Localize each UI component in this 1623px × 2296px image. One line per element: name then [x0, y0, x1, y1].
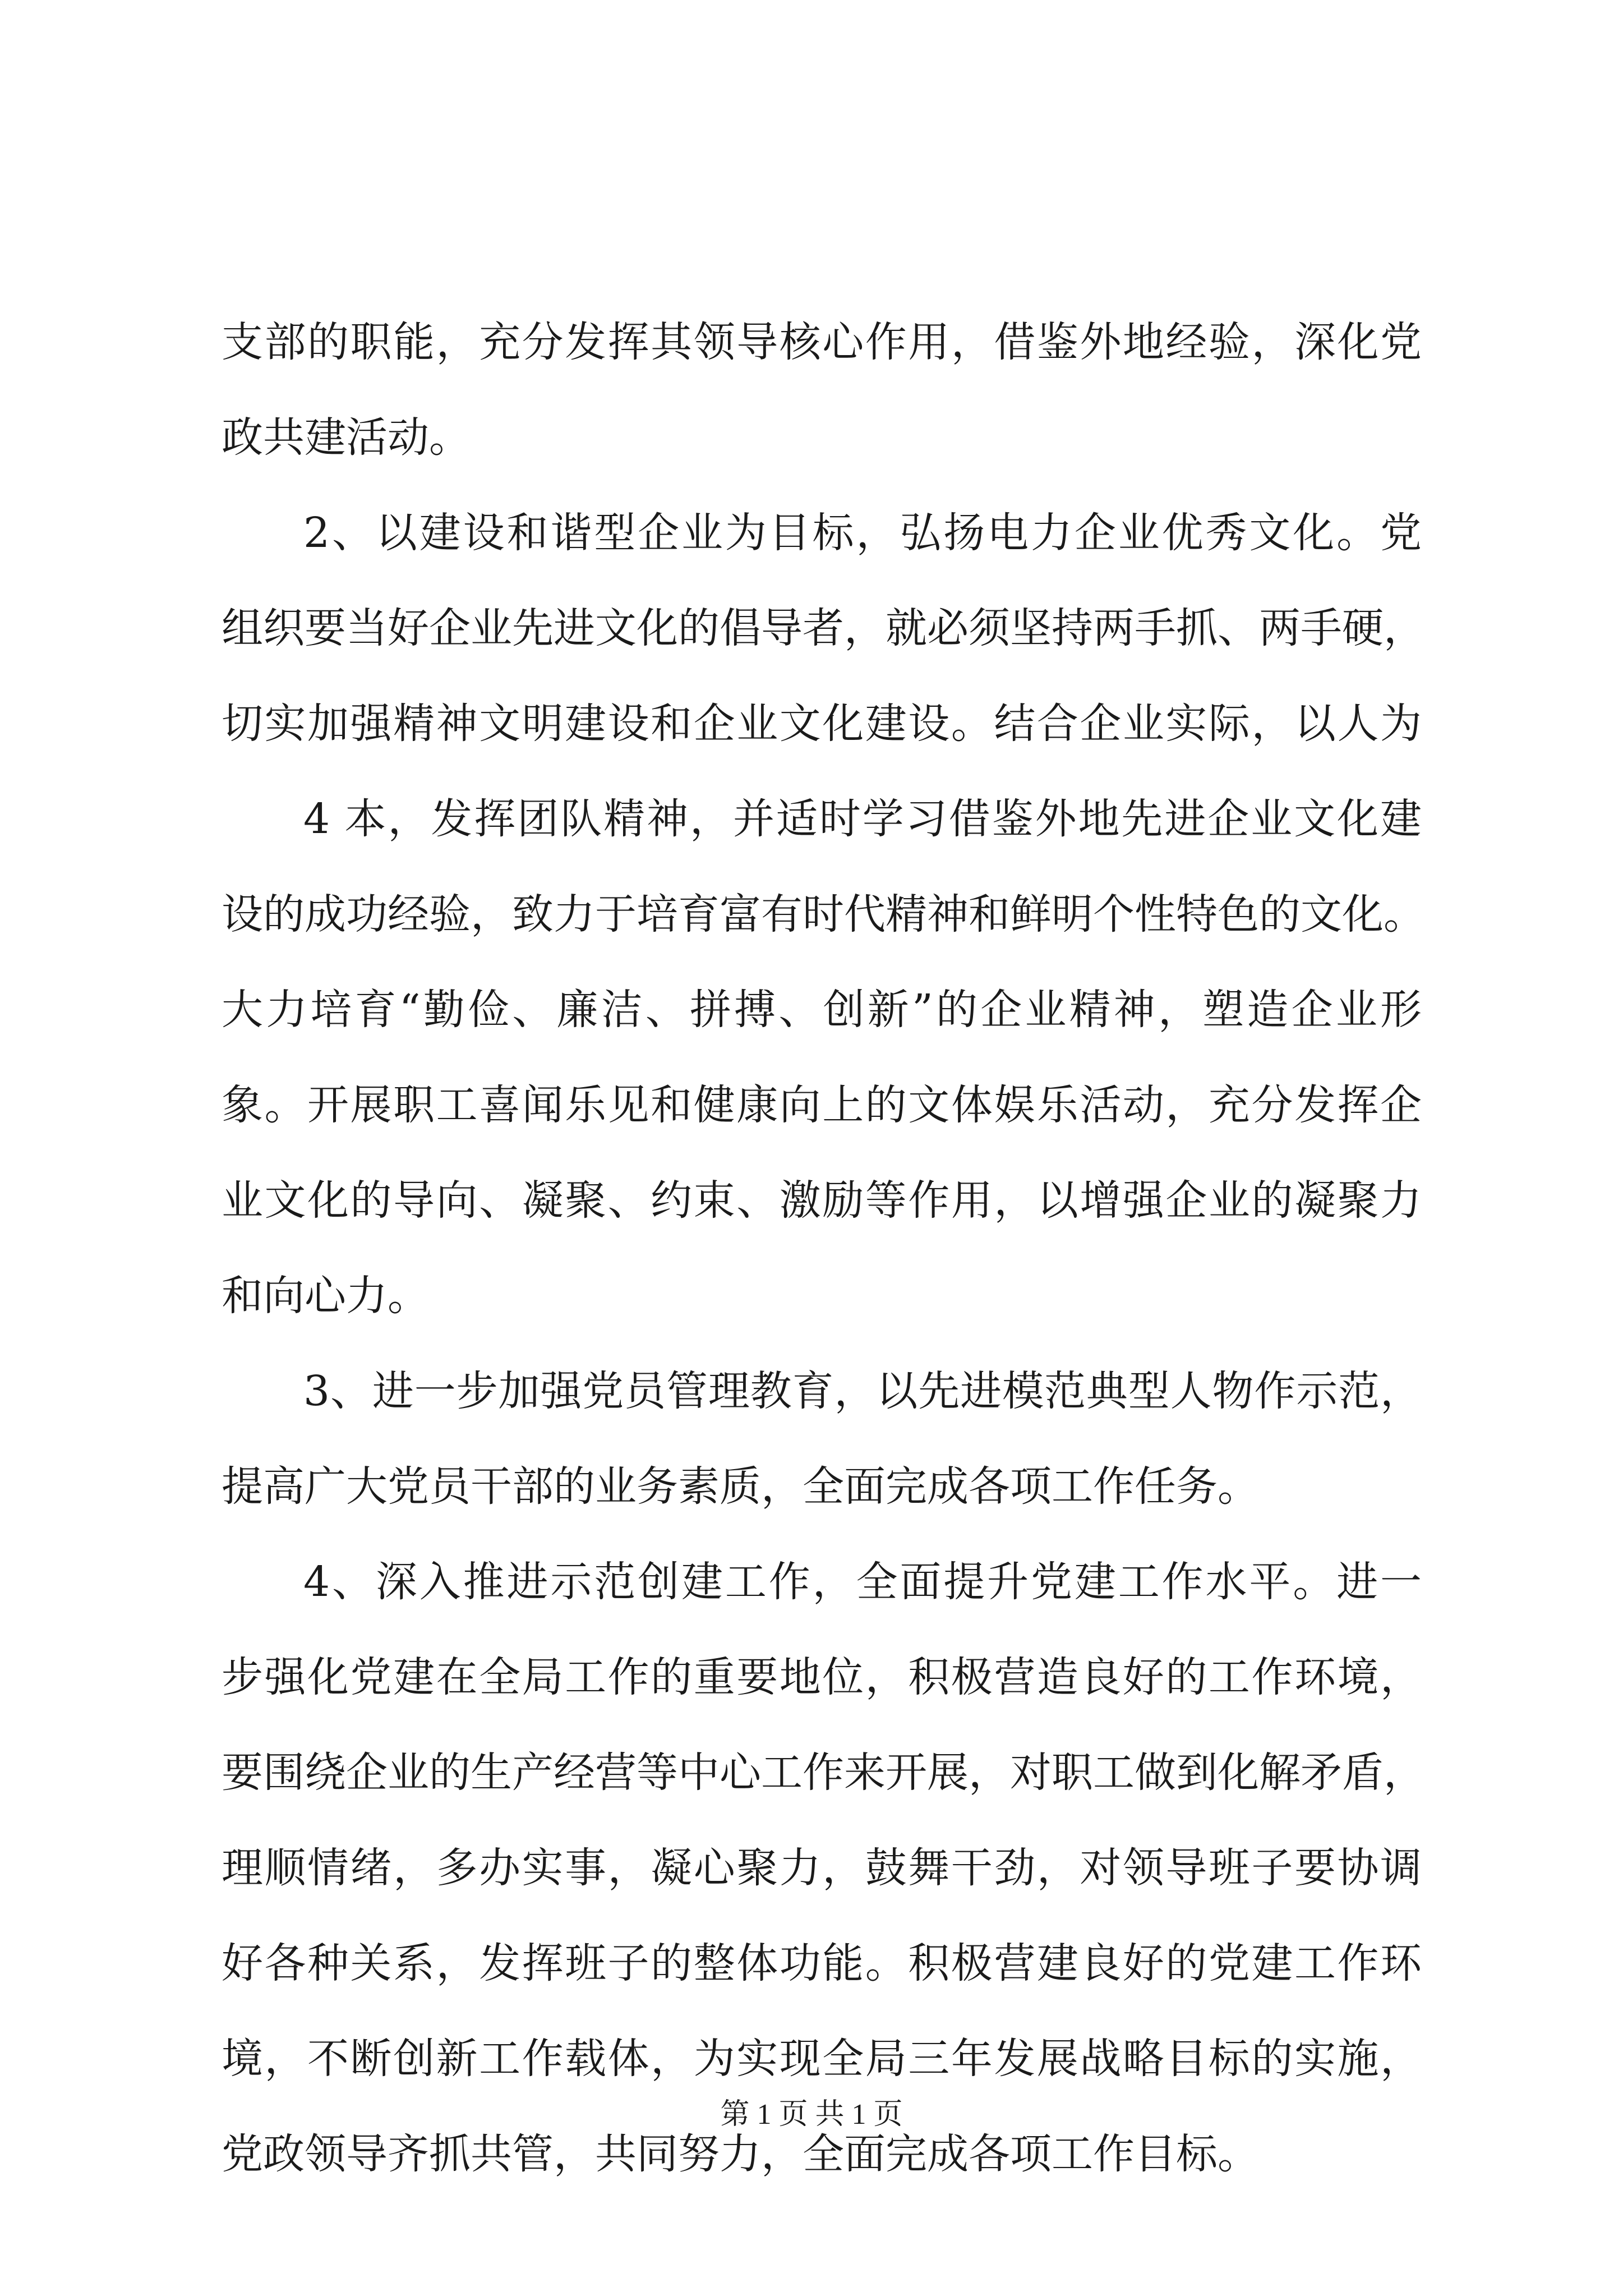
text-line: 支部的职能，充分发挥其领导核心作用，借鉴外地经验，深化党 [222, 318, 1422, 366]
text-line: 4 本，发挥团队精神，并适时学习借鉴外地先进企业文化建 [303, 795, 1422, 843]
text-line: 理顺情绪，多办实事，凝心聚力，鼓舞干劲，对领导班子要协调 [222, 1844, 1422, 1892]
text-line: 要围绕企业的生产经营等中心工作来开展，对职工做到化解矛盾， [222, 1749, 1425, 1797]
text-line: 组织要当好企业先进文化的倡导者，就必须坚持两手抓、两手硬， [222, 604, 1425, 652]
text-line: 和向心力。 [222, 1272, 429, 1320]
text-line: 步强化党建在全局工作的重要地位，积极营造良好的工作环境， [222, 1653, 1422, 1701]
text-line: 设的成功经验，致力于培育富有时代精神和鲜明个性特色的文化。 [222, 890, 1425, 938]
paragraph-start-line: 4、深入推进示范创建工作，全面提升党建工作水平。进一 [303, 1558, 1422, 1606]
text-line: 政共建活动。 [222, 413, 471, 462]
text-line: 切实加强精神文明建设和企业文化建设。结合企业实际，以人为 [222, 700, 1422, 748]
text-line: 提高广大党员干部的业务素质，全面完成各项工作任务。 [222, 1462, 1259, 1511]
text-line: 好各种关系，发挥班子的整体功能。积极营建良好的党建工作环 [222, 1939, 1422, 1987]
text-line: 党政领导齐抓共管，共同努力，全面完成各项工作目标。 [222, 2130, 1259, 2178]
text-line: 业文化的导向、凝聚、约束、激励等作用，以增强企业的凝聚力 [222, 1176, 1422, 1225]
page-number-footer: 第 1 页 共 1 页 [720, 2099, 903, 2131]
text-line: 大力培育“勤俭、廉洁、拼搏、创新”的企业精神，塑造企业形 [222, 986, 1422, 1034]
paragraph-start-line: 2、以建设和谐型企业为目标，弘扬电力企业优秀文化。党 [303, 509, 1422, 557]
text-line: 象。开展职工喜闻乐见和健康向上的文体娱乐活动，充分发挥企 [222, 1081, 1422, 1129]
paragraph-start-line: 3、进一步加强党员管理教育，以先进模范典型人物作示范， [303, 1367, 1422, 1415]
text-line: 境，不断创新工作载体，为实现全局三年发展战略目标的实施， [222, 2035, 1422, 2083]
